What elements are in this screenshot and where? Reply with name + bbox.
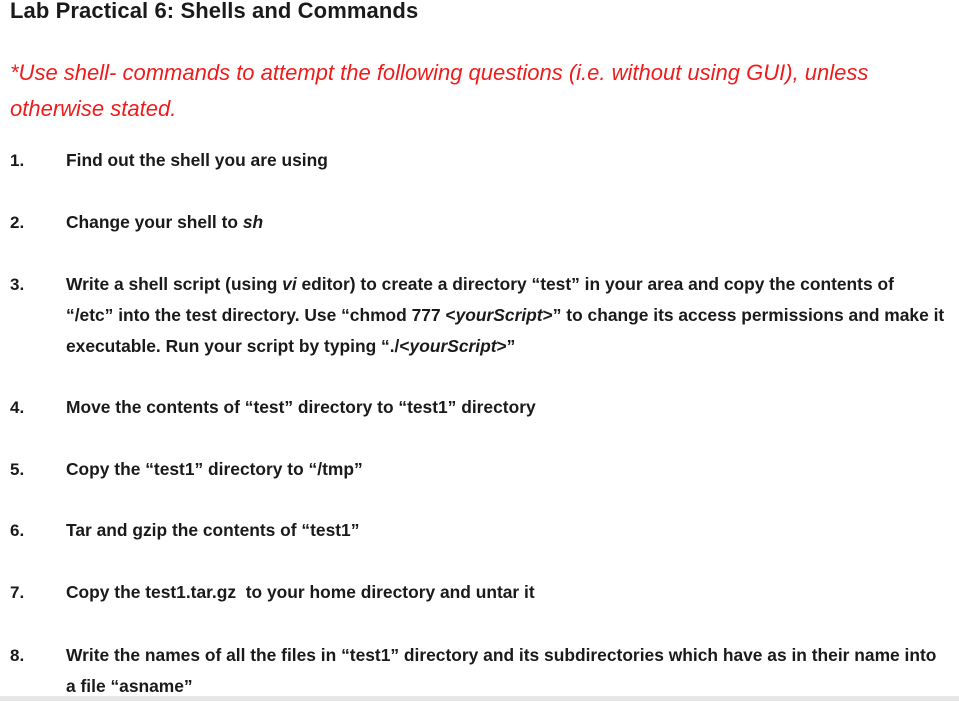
italic-term: vi: [282, 274, 297, 294]
page-bottom-divider: [0, 696, 959, 701]
question-number: 2.: [10, 213, 25, 232]
question-text: Move the contents of “test” directory to “test1” directory: [66, 397, 536, 417]
italic-term: yourScript: [409, 336, 497, 356]
question-text: Write the names of all the files in “test1” directory and its subdirectories which have as in their name into a file “asname”: [66, 645, 937, 696]
question-text: Copy the test1.tar.gz to your home directory and untar it: [66, 582, 535, 602]
question-number: 1.: [10, 151, 25, 170]
question-number: 7.: [10, 583, 25, 602]
page-title: Lab Practical 6: Shells and Commands: [10, 0, 419, 23]
question-text: Change your shell to sh: [66, 212, 264, 232]
italic-term: yourScript: [455, 305, 543, 325]
question-number: 3.: [10, 275, 25, 294]
italic-term: sh: [242, 212, 264, 232]
question-text: Find out the shell you are using: [66, 150, 328, 170]
question-text: Write a shell script (using vi editor) to create a directory “test” in your area and copy the contents of “/etc” into the test directory. Use “chmod 777 <yourScript>” to change its access permissions and make it executable. Run your script by typing “./<yourScript>”: [66, 274, 945, 356]
instruction-note: *Use shell- commands to attempt the following questions (i.e. without using GUI), unless otherwise stated.: [10, 60, 869, 121]
question-text: Copy the “test1” directory to “/tmp”: [66, 459, 363, 479]
question-number: 4.: [10, 398, 25, 417]
question-number: 6.: [10, 521, 25, 540]
question-number: 5.: [10, 460, 25, 479]
question-text: Tar and gzip the contents of “test1”: [66, 520, 360, 540]
question-number: 8.: [10, 646, 25, 665]
